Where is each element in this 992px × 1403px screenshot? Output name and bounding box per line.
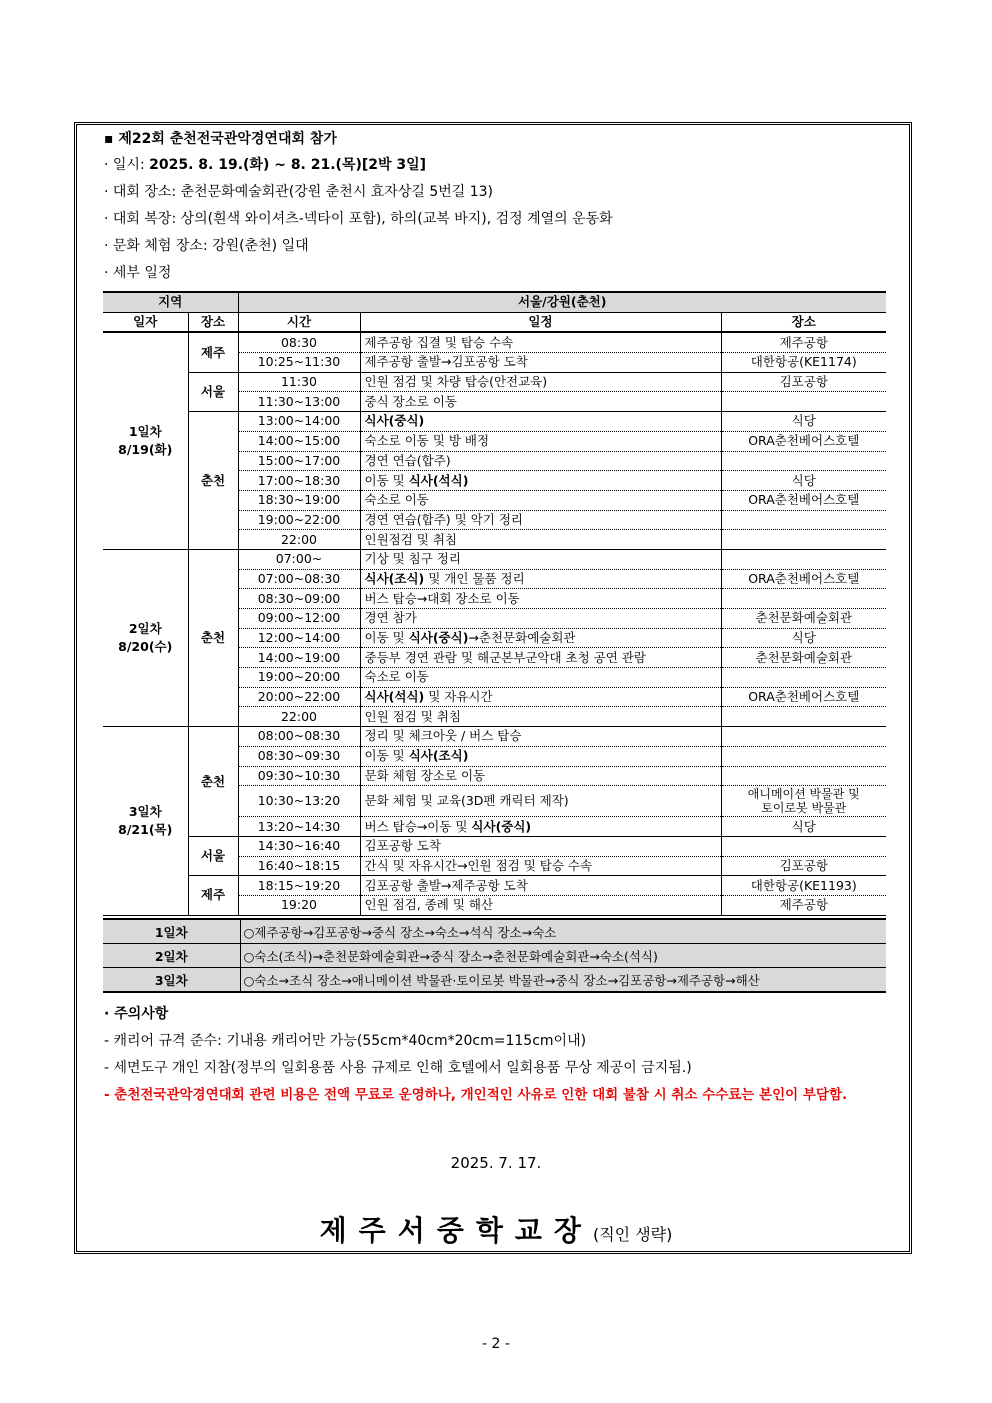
time-cell: 11:30: [238, 372, 360, 392]
schedule-cell: 제주공항 출발→김포공항 도착: [360, 353, 721, 373]
header-location: 장소: [188, 312, 238, 332]
schedule-row: [103, 727, 886, 747]
place-cell: [721, 707, 886, 727]
note-carrier: - 캐리어 규격 준수: 기내용 캐리어만 가능(55cm*40cm*20cm=115cm이내): [104, 1033, 587, 1049]
place-cell: 제주공항: [721, 332, 886, 352]
schedule-cell: 식사(중식): [360, 412, 721, 432]
place-cell: 식당: [721, 471, 886, 491]
schedule-cell: 경연 연습(합주): [360, 451, 721, 471]
schedule-cell: 식사(조식) 및 개인 물품 정리: [360, 569, 721, 589]
place-cell: [721, 549, 886, 569]
time-cell: 09:30~10:30: [238, 766, 360, 786]
time-cell: 20:00~22:00: [238, 687, 360, 707]
summary-table: [103, 918, 886, 993]
time-cell: 14:00~15:00: [238, 431, 360, 451]
schedule-cell: 인원 점검 및 차량 탑승(안전교육): [360, 372, 721, 392]
place-cell: [721, 530, 886, 550]
place-cell: ORA춘천베어스호텔: [721, 569, 886, 589]
time-cell: 14:30~16:40: [238, 836, 360, 856]
venue-line: · 대회 장소: 춘천문화예술회관(강원 춘천시 효자상길 5번길 13): [104, 184, 494, 200]
header-region-value: 서울/강원(춘천): [238, 292, 886, 312]
time-cell: 12:00~14:00: [238, 628, 360, 648]
day-cell: [103, 332, 188, 549]
place-cell: [721, 727, 886, 747]
schedule-row: [103, 549, 886, 569]
time-cell: 14:00~19:00: [238, 648, 360, 668]
seal-note: (직인 생략): [592, 1225, 673, 1244]
schedule-cell: 김포공항 출발→제주공항 도착: [360, 876, 721, 896]
schedule-cell: 문화 체험 및 교육(3D펜 캐릭터 제작): [360, 786, 721, 817]
summary-route: ○숙소(조식)→춘천문화예술회관→중식 장소→춘천문화예술회관→숙소(석식): [240, 944, 886, 968]
schedule-row: [103, 332, 886, 352]
signer-name: 제주서중학교장: [319, 1214, 593, 1247]
location-cell: 춘천: [188, 549, 238, 726]
location-cell: 서울: [188, 836, 238, 875]
schedule-cell: 중등부 경연 관람 및 해군본부군악대 초청 공연 관람: [360, 648, 721, 668]
summary-route: ○숙소→조식 장소→애니메이션 박물관·토이로봇 박물관→중식 장소→김포공항→제주공항→해산: [240, 968, 886, 993]
time-cell: 19:00~22:00: [238, 510, 360, 530]
summary-day: 3일차: [103, 968, 240, 993]
place-cell: 춘천문화예술회관: [721, 609, 886, 629]
place-cell: ORA춘천베어스호텔: [721, 431, 886, 451]
time-cell: 16:40~18:15: [238, 856, 360, 876]
place-cell: 대한항공(KE1174): [721, 353, 886, 373]
time-cell: 17:00~18:30: [238, 471, 360, 491]
location-cell: 제주: [188, 876, 238, 915]
time-cell: 18:15~19:20: [238, 876, 360, 896]
location-cell: 제주: [188, 332, 238, 372]
schedule-cell: 버스 탑승→대회 장소로 이동: [360, 589, 721, 609]
summary-row: [103, 919, 886, 944]
schedule-cell: 이동 및 식사(조식): [360, 746, 721, 766]
schedule-cell: 인원 점검 및 취침: [360, 707, 721, 727]
day-date: 8/21(목): [118, 821, 173, 837]
place-cell: 식당: [721, 817, 886, 837]
schedule-cell: 숙소로 이동: [360, 490, 721, 510]
note-cost-warning: - 춘천전국관악경연대회 관련 비용은 전액 무료로 운영하나, 개인적인 사유로 인한 대회 불참 시 취소 수수료는 본인이 부담함.: [104, 1087, 848, 1103]
time-cell: 07:00~: [238, 549, 360, 569]
time-cell: 22:00: [238, 530, 360, 550]
schedule-row: [103, 876, 886, 896]
schedule-cell: 이동 및 식사(중식)→춘천문화예술회관: [360, 628, 721, 648]
place-cell: [721, 392, 886, 412]
time-cell: 10:25~11:30: [238, 353, 360, 373]
time-cell: 15:00~17:00: [238, 451, 360, 471]
note-toiletries: - 세면도구 개인 지참(정부의 일회용품 사용 규제로 인해 호텔에서 일회용품 무상 제공이 금지됨.): [104, 1060, 692, 1076]
schedule-row: [103, 412, 886, 432]
schedule-cell: 간식 및 자유시간→인원 점검 및 탑승 수속: [360, 856, 721, 876]
header-place: 장소: [721, 312, 886, 332]
place-cell: [721, 746, 886, 766]
schedule-cell: 제주공항 집결 및 탑승 수속: [360, 332, 721, 352]
place-line: 토이로봇 박물관: [761, 801, 847, 816]
issue-date: 2025. 7. 17.: [450, 1154, 542, 1172]
time-cell: 08:30~09:30: [238, 746, 360, 766]
place-cell: 춘천문화예술회관: [721, 648, 886, 668]
location-cell: 춘천: [188, 727, 238, 837]
location-cell: 춘천: [188, 412, 238, 550]
schedule-table: [103, 291, 886, 916]
header-day: 일자: [103, 312, 188, 332]
schedule-cell: 기상 및 침구 정리: [360, 549, 721, 569]
day-cell: [103, 727, 188, 916]
schedule-cell: 이동 및 식사(석식): [360, 471, 721, 491]
place-cell: ORA춘천베어스호텔: [721, 490, 886, 510]
place-cell: [721, 766, 886, 786]
header-region: 지역: [103, 292, 238, 312]
header-schedule: 일정: [360, 312, 721, 332]
schedule-cell: 김포공항 도착: [360, 836, 721, 856]
time-cell: 13:00~14:00: [238, 412, 360, 432]
place-cell: 식당: [721, 628, 886, 648]
time-cell: 08:00~08:30: [238, 727, 360, 747]
page-number: - 2 -: [482, 1336, 510, 1352]
attire-line: · 대회 복장: 상의(흰색 와이셔츠-넥타이 포함), 하의(교복 바지), 검정 계열의 운동화: [104, 211, 613, 227]
schedule-cell: 경연 연습(합주) 및 악기 정리: [360, 510, 721, 530]
signature-block: [0, 1209, 992, 1249]
summary-route: ○제주공항→김포공항→중식 장소→숙소→석식 장소→숙소: [240, 919, 886, 944]
schedule-cell: 문화 체험 장소로 이동: [360, 766, 721, 786]
time-cell: 19:20: [238, 895, 360, 915]
place-cell: [721, 836, 886, 856]
header-time: 시간: [238, 312, 360, 332]
time-cell: 10:30~13:20: [238, 786, 360, 817]
time-cell: 09:00~12:00: [238, 609, 360, 629]
schedule-row: [103, 836, 886, 856]
schedule-cell: 중식 장소로 이동: [360, 392, 721, 412]
time-cell: 07:00~08:30: [238, 569, 360, 589]
notes-heading: · 주의사항: [104, 1006, 169, 1022]
day-date: 8/20(수): [118, 639, 173, 655]
time-cell: 19:00~20:00: [238, 668, 360, 688]
place-cell: 제주공항: [721, 895, 886, 915]
day-label: 3일차: [128, 803, 162, 819]
detail-line: · 세부 일정: [104, 265, 172, 281]
summary-day: 1일차: [103, 919, 240, 944]
time-cell: 18:30~19:00: [238, 490, 360, 510]
place-line: 애니메이션 박물관 및: [747, 787, 860, 802]
time-cell: 22:00: [238, 707, 360, 727]
place-cell: [721, 451, 886, 471]
place-cell: [721, 786, 886, 817]
summary-row: [103, 944, 886, 968]
schedule-row: [103, 372, 886, 392]
section-heading: ▪ 제22회 춘천전국관악경연대회 참가: [104, 131, 337, 147]
summary-day: 2일차: [103, 944, 240, 968]
place-cell: 대한항공(KE1193): [721, 876, 886, 896]
schedule-cell: 정리 및 체크아웃 / 버스 탑승: [360, 727, 721, 747]
place-cell: 식당: [721, 412, 886, 432]
culture-line: · 문화 체험 장소: 강원(춘천) 일대: [104, 238, 309, 254]
summary-row: [103, 968, 886, 993]
place-cell: ORA춘천베어스호텔: [721, 687, 886, 707]
place-cell: [721, 668, 886, 688]
place-cell: 김포공항: [721, 856, 886, 876]
schedule-cell: 경연 참가: [360, 609, 721, 629]
schedule-cell: 식사(석식) 및 자유시간: [360, 687, 721, 707]
schedule-cell: 숙소로 이동 및 방 배정: [360, 431, 721, 451]
time-cell: 08:30: [238, 332, 360, 352]
place-cell: 김포공항: [721, 372, 886, 392]
day-label: 1일차: [128, 424, 162, 440]
day-label: 2일차: [128, 621, 162, 637]
schedule-cell: 버스 탑승→이동 및 식사(중식): [360, 817, 721, 837]
location-cell: 서울: [188, 372, 238, 411]
date-line: · 일시: 2025. 8. 19.(화) ~ 8. 21.(목)[2박 3일]: [104, 157, 427, 173]
place-cell: [721, 510, 886, 530]
day-date: 8/19(화): [118, 442, 173, 458]
time-cell: 11:30~13:00: [238, 392, 360, 412]
time-cell: 08:30~09:00: [238, 589, 360, 609]
place-cell: [721, 589, 886, 609]
schedule-cell: 인원점검 및 취침: [360, 530, 721, 550]
schedule-cell: 인원 점검, 종례 및 해산: [360, 895, 721, 915]
day-cell: [103, 549, 188, 726]
time-cell: 13:20~14:30: [238, 817, 360, 837]
schedule-cell: 숙소로 이동: [360, 668, 721, 688]
